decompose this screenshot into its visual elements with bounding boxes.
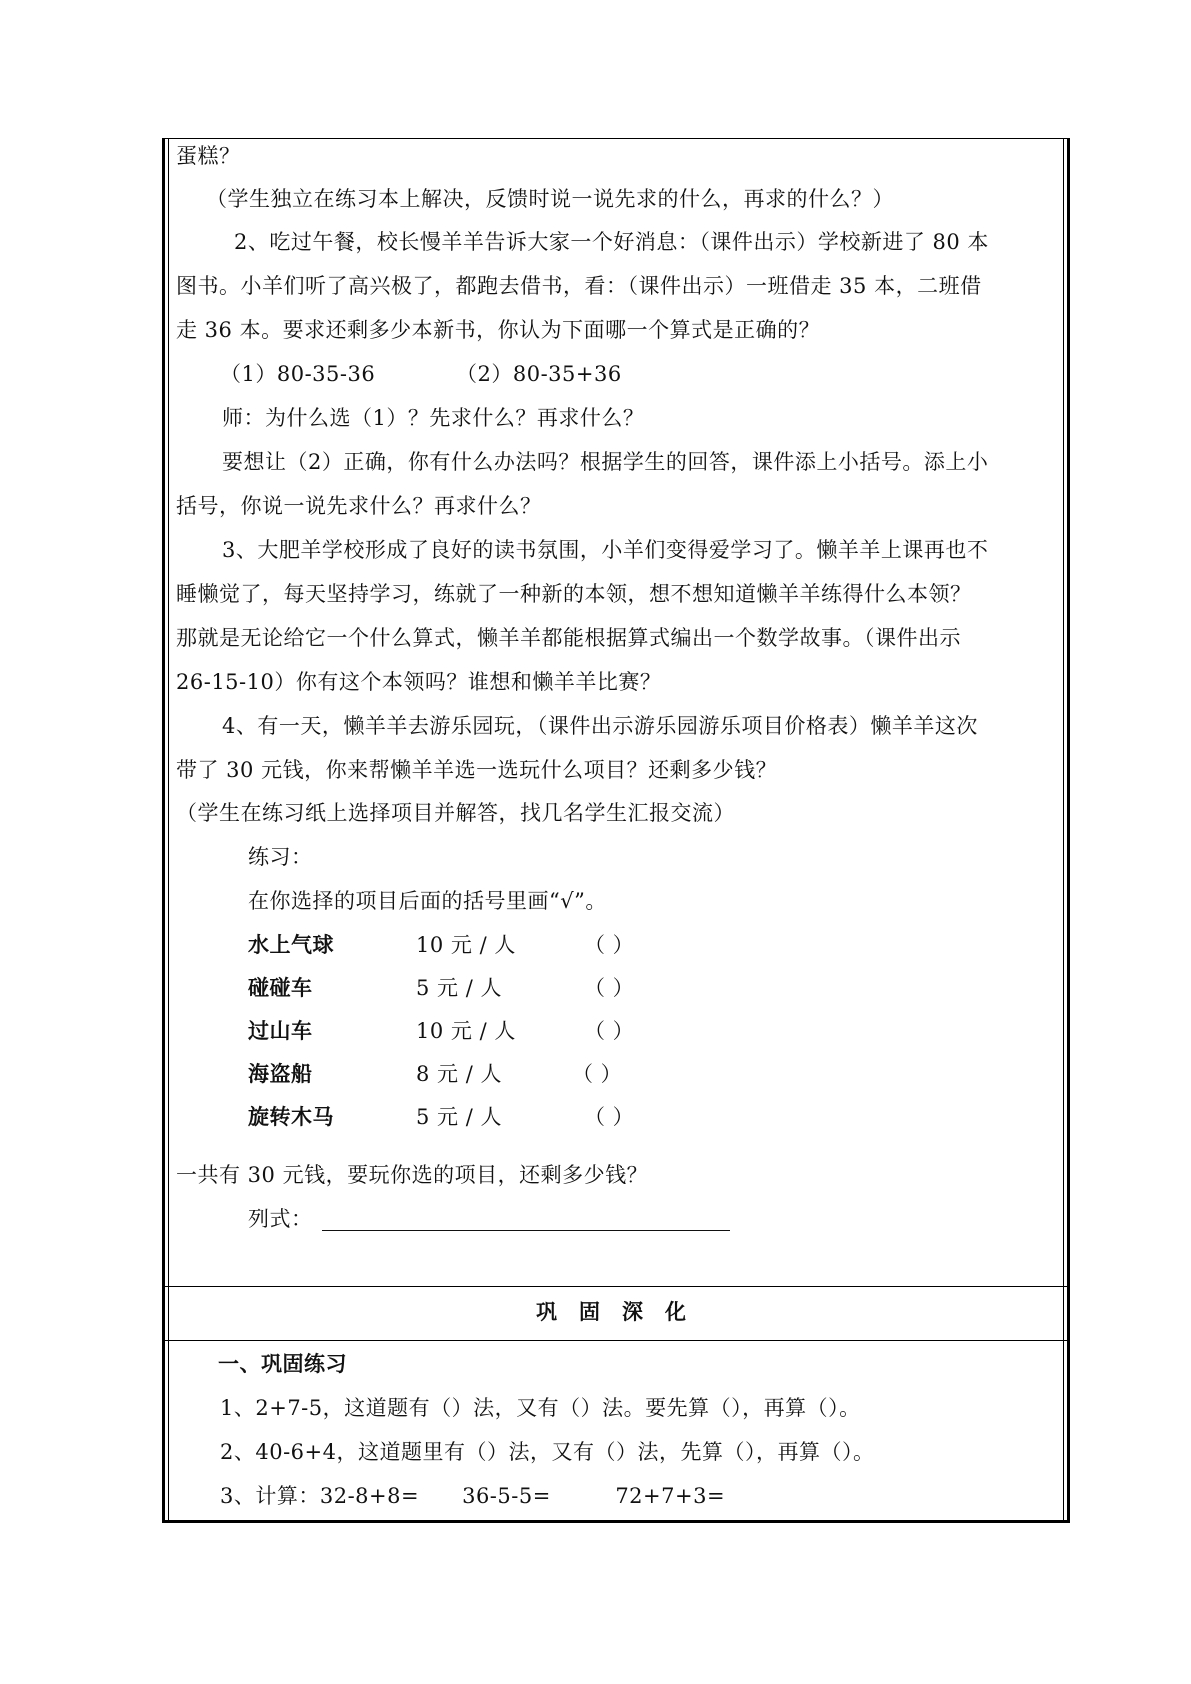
item-checkbox-blank[interactable]: （ ） [584,1019,635,1043]
item-name: 过山车 [248,1019,313,1043]
option-1: （1）80-35-36 [220,362,376,386]
item-checkbox-blank[interactable]: （ ） [572,1062,623,1086]
paragraph-line: 那就是无论给它一个什么算式，懒羊羊都能根据算式编出一个数学故事。（课件出示 [176,626,961,650]
paragraph-line: 26-15-10）你有这个本领吗？谁想和懒羊羊比赛？ [176,670,662,694]
row-divider [165,1286,1067,1287]
paragraph-line: 师：为什么选（1）？先求什么？再求什么？ [222,406,645,430]
exercise-question: 1、2+7-5，这道题有（）法，又有（）法。要先算（），再算（）。 [220,1396,861,1420]
item-name: 水上气球 [248,933,334,957]
item-checkbox-blank[interactable]: （ ） [584,1105,635,1129]
exercise-question: 2、40-6+4，这道题里有（）法，又有（）法，先算（），再算（）。 [220,1440,875,1464]
formula-answer-line[interactable] [322,1230,730,1231]
paragraph-line: 睡懒觉了，每天坚持学习，练就了一种新的本领，想不想知道懒羊羊练得什么本领？ [176,582,972,606]
paragraph-line: （学生独立在练习本上解决，反馈时说一说先求的什么，再求的什么？） [206,187,894,211]
paragraph-line: 走 36 本。要求还剩多少本新书，你认为下面哪一个算式是正确的？ [176,318,821,342]
total-question: 一共有 30 元钱，要玩你选的项目，还剩多少钱？ [176,1163,649,1187]
item-checkbox-blank[interactable]: （ ） [584,976,635,1000]
paragraph-line: 要想让（2）正确，你有什么办法吗？根据学生的回答，课件添上小括号。添上小 [222,450,989,474]
row-divider [165,1340,1067,1341]
option-2: （2）80-35+36 [456,362,622,386]
paragraph-line: 4、有一天，懒羊羊去游乐园玩，（课件出示游乐园游乐项目价格表）懒羊羊这次 [222,714,978,738]
item-price: 5 元 / 人 [416,1105,502,1129]
paragraph-line: （学生在练习纸上选择项目并解答，找几名学生汇报交流） [176,801,735,825]
section-title: 巩 固 深 化 [536,1300,687,1324]
item-name: 海盗船 [248,1062,313,1086]
paragraph-line: 图书。小羊们听了高兴极了，都跑去借书，看：（课件出示）一班借走 35 本，二班借 [176,274,982,298]
item-price: 10 元 / 人 [416,1019,516,1043]
paragraph-line: 3、大肥羊学校形成了良好的读书氛围，小羊们变得爱学习了。懒羊羊上课再也不 [222,538,989,562]
practice-instruction: 在你选择的项目后面的括号里画“√”。 [248,889,607,913]
item-name: 旋转木马 [248,1105,334,1129]
item-price: 8 元 / 人 [416,1062,502,1086]
paragraph-line: 蛋糕？ [176,144,241,168]
item-name: 碰碰车 [248,976,313,1000]
paragraph-line: 带了 30 元钱，你来帮懒羊羊选一选玩什么项目？还剩多少钱？ [176,758,778,782]
paragraph-line: 括号，你说一说先求什么？再求什么？ [176,494,542,518]
exercise-heading: 一、巩固练习 [218,1352,347,1376]
item-checkbox-blank[interactable]: （ ） [584,933,635,957]
item-price: 5 元 / 人 [416,976,502,1000]
item-price: 10 元 / 人 [416,933,516,957]
paragraph-line: 2、吃过午餐，校长慢羊羊告诉大家一个好消息：（课件出示）学校新进了 80 本 [234,230,989,254]
practice-label: 练习： [248,845,313,869]
formula-label: 列式： [248,1207,313,1231]
exercise-question: 3、计算：32-8+8= 36-5-5= 72+7+3= [220,1484,726,1508]
